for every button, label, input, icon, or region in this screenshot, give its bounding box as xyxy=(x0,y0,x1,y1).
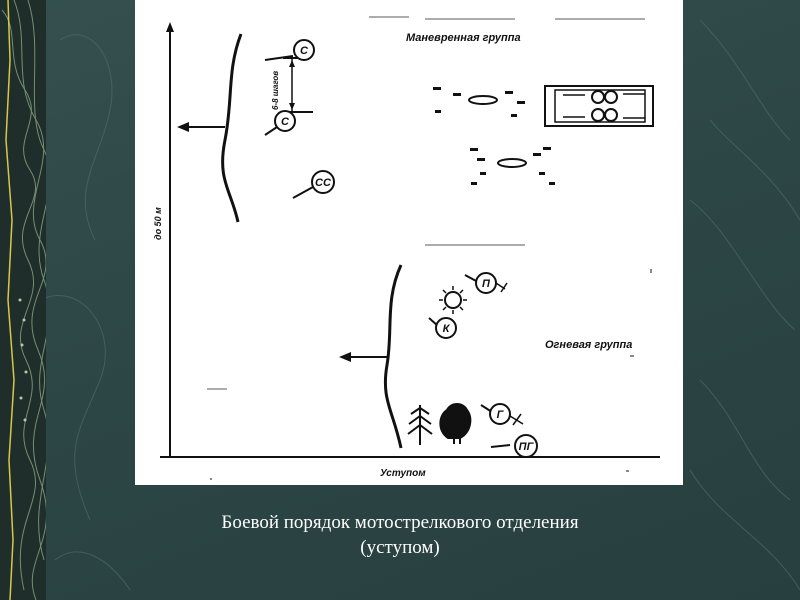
marker-g: Г xyxy=(496,409,504,421)
marker-ss: СС xyxy=(315,177,331,189)
marker-p: П xyxy=(482,278,490,290)
distance-label: до 50 м xyxy=(153,207,163,240)
formation-label: Уступом xyxy=(380,468,426,479)
maneuver-group-label: Маневренная группа xyxy=(406,32,521,44)
spacing-label: 6-8 шагов xyxy=(271,70,280,110)
slide-caption xyxy=(150,510,650,560)
tactical-diagram xyxy=(135,0,683,485)
marker-s1: С xyxy=(300,45,308,57)
fire-group-label: Огневая группа xyxy=(545,339,633,351)
marker-s2: С xyxy=(281,116,289,128)
marker-k: К xyxy=(442,323,450,335)
marker-pg: ПГ xyxy=(518,441,534,453)
caption-line-1: Боевой порядок мотострелкового отделения xyxy=(221,512,579,533)
caption-line-2: (уступом) xyxy=(360,537,440,558)
map-strip-decoration xyxy=(0,0,46,600)
